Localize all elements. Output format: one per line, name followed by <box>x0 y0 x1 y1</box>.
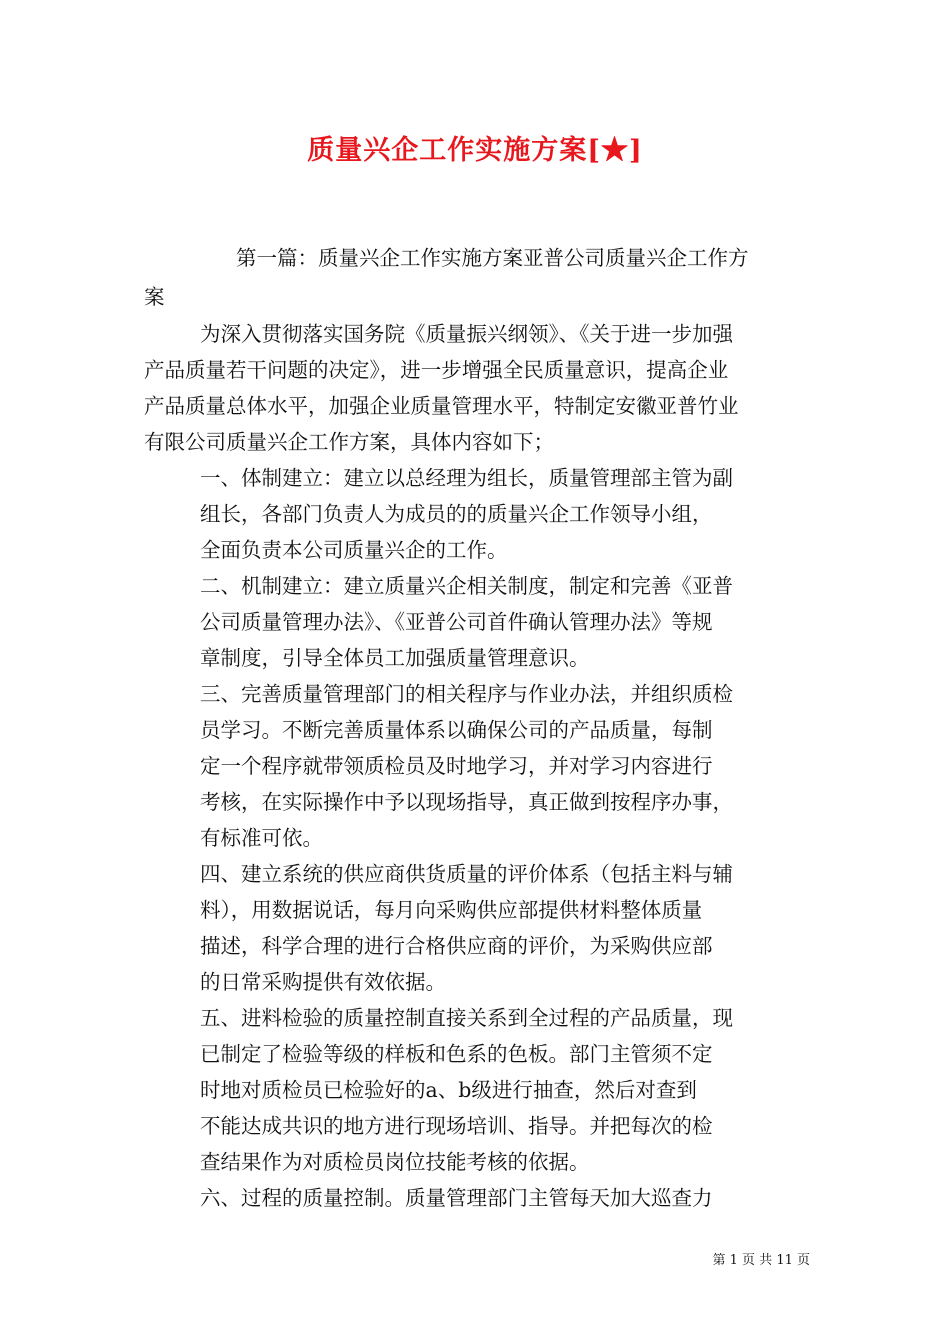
item-line: 料），用数据说话，每月向采购供应部提供材料整体质量 <box>200 898 703 922</box>
item-line: 章制度，引导全体员工加强质量管理意识。 <box>200 646 590 670</box>
intro-line: 有限公司质量兴企工作方案，具体内容如下； <box>144 430 554 454</box>
item-line: 描述，科学合理的进行合格供应商的评价，为采购供应部 <box>200 934 713 958</box>
item-line: 四、建立系统的供应商供货质量的评价体系（包括主料与辅 <box>200 862 733 886</box>
intro-line: 产品质量若干问题的决定》，进一步增强全民质量意识，提高企业 <box>144 358 729 382</box>
item-line: 考核，在实际操作中予以现场指导，真正做到按程序办事， <box>200 790 733 814</box>
item-line: 二、机制建立：建立质量兴企相关制度，制定和完善《亚普 <box>200 574 733 598</box>
item-line: 不能达成共识的地方进行现场培训、指导。并把每次的检 <box>200 1114 713 1138</box>
heading-line: 案 <box>144 285 165 309</box>
item-line: 查结果作为对质检员岗位技能考核的依据。 <box>200 1150 590 1174</box>
item-line: 时地对质检员已检验好的a、b级进行抽查，然后对查到 <box>200 1078 697 1102</box>
item-line: 有标准可依。 <box>200 826 323 850</box>
item-line: 三、完善质量管理部门的相关程序与作业办法，并组织质检 <box>200 682 733 706</box>
item-line: 一、体制建立：建立以总经理为组长，质量管理部主管为副 <box>200 466 733 490</box>
item-line: 全面负责本公司质量兴企的工作。 <box>200 538 508 562</box>
item-line: 员学习。不断完善质量体系以确保公司的产品质量，每制 <box>200 718 713 742</box>
item-line: 已制定了检验等级的样板和色系的色板。部门主管须不定 <box>200 1042 713 1066</box>
item-line: 五、进料检验的质量控制直接关系到全过程的产品质量，现 <box>200 1006 733 1030</box>
heading-line: 第一篇：质量兴企工作实施方案亚普公司质量兴企工作方 <box>236 246 749 270</box>
item-line: 的日常采购提供有效依据。 <box>200 970 446 994</box>
item-line: 组长，各部门负责人为成员的的质量兴企工作领导小组， <box>200 502 713 526</box>
intro-line: 为深入贯彻落实国务院《质量振兴纲领》、《关于进一步加强 <box>200 322 733 346</box>
item-line: 六、过程的质量控制。质量管理部门主管每天加大巡查力 <box>200 1186 713 1210</box>
page-footer: 第 1 页 共 11 页 <box>712 1253 810 1268</box>
document-title: 质量兴企工作实施方案[★] <box>307 135 643 166</box>
intro-line: 产品质量总体水平，加强企业质量管理水平，特制定安徽亚普竹业 <box>144 394 739 418</box>
item-line: 公司质量管理办法》、《亚普公司首件确认管理办法》等规 <box>200 610 713 634</box>
item-line: 定一个程序就带领质检员及时地学习，并对学习内容进行 <box>200 754 713 778</box>
